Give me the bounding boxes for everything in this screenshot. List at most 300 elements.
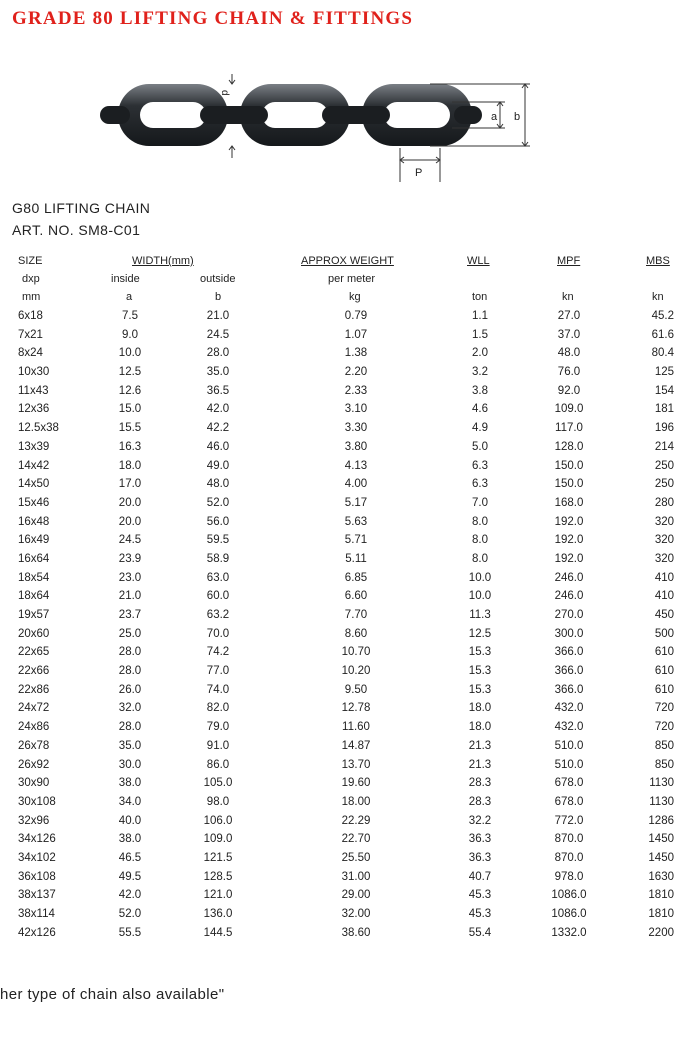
cell-outside: 91.0 — [206, 739, 230, 752]
cell-inside: 32.0 — [118, 702, 142, 715]
cell-weight: 29.00 — [341, 889, 371, 902]
cell-mpf: 76.0 — [557, 366, 581, 379]
cell-mpf: 366.0 — [554, 646, 584, 659]
table-row — [0, 308, 700, 327]
cell-weight: 1.07 — [344, 328, 368, 341]
cell-outside: 121.5 — [203, 851, 233, 864]
cell-outside: 48.0 — [206, 478, 230, 491]
cell-mpf: 246.0 — [554, 571, 584, 584]
table-row — [0, 813, 700, 832]
cell-size: 19x57 — [18, 609, 50, 621]
cell-mpf: 678.0 — [554, 777, 584, 790]
table-row — [0, 626, 700, 645]
cell-wll: 21.3 — [468, 739, 492, 752]
cell-wll: 36.3 — [468, 851, 492, 864]
unit-inside: a — [126, 291, 133, 303]
cell-mbs: 410 — [654, 590, 674, 603]
cell-size: 16x48 — [18, 515, 50, 528]
cell-mpf: 128.0 — [554, 440, 584, 453]
table-row — [0, 570, 700, 589]
cell-weight: 4.00 — [344, 478, 368, 491]
cell-mpf: 270.0 — [554, 609, 584, 621]
cell-weight: 3.30 — [344, 422, 368, 435]
cell-weight: 3.80 — [344, 440, 368, 453]
header-wll: WLL — [467, 255, 490, 267]
cell-outside: 28.0 — [206, 347, 230, 360]
cell-wll: 32.2 — [468, 814, 492, 827]
cell-inside: 17.0 — [118, 478, 142, 491]
unit-mpf: kn — [562, 291, 574, 303]
cell-weight: 13.70 — [341, 758, 371, 771]
table-row — [0, 794, 700, 813]
cell-outside: 49.0 — [206, 459, 230, 472]
cell-inside: 26.0 — [118, 683, 142, 696]
cell-wll: 55.4 — [468, 926, 492, 939]
cell-inside: 28.0 — [118, 665, 142, 678]
cell-inside: 18.0 — [118, 459, 142, 472]
cell-mpf: 48.0 — [557, 347, 581, 360]
table-row — [0, 588, 700, 607]
cell-outside: 128.5 — [203, 870, 233, 883]
cell-size: 13x39 — [18, 440, 50, 453]
cell-weight: 5.63 — [344, 515, 368, 528]
footnote: her type of chain also available" — [0, 986, 225, 1003]
cell-size: 34x126 — [18, 833, 56, 846]
cell-mbs: 214 — [654, 440, 674, 453]
cell-inside: 9.0 — [122, 328, 138, 341]
subheader-outside: outside — [200, 273, 236, 285]
cell-wll: 6.3 — [472, 459, 488, 472]
cell-weight: 2.20 — [344, 366, 368, 379]
cell-mpf: 150.0 — [554, 459, 584, 472]
cell-inside: 42.0 — [118, 889, 142, 902]
table-row — [0, 775, 700, 794]
table-row — [0, 738, 700, 757]
cell-size: 38x137 — [18, 889, 56, 902]
cell-inside: 16.3 — [118, 440, 142, 453]
header-mbs: MBS — [646, 255, 670, 267]
cell-outside: 106.0 — [203, 814, 233, 827]
cell-inside: 38.0 — [118, 777, 142, 790]
table-row — [0, 458, 700, 477]
cell-mpf: 432.0 — [554, 721, 584, 734]
cell-mpf: 678.0 — [554, 795, 584, 808]
cell-inside: 12.6 — [118, 384, 142, 397]
table-row — [0, 476, 700, 495]
cell-wll: 1.1 — [472, 310, 488, 322]
cell-mbs: 250 — [654, 459, 674, 472]
cell-mpf: 510.0 — [554, 758, 584, 771]
cell-mpf: 192.0 — [554, 534, 584, 547]
cell-outside: 109.0 — [203, 833, 233, 846]
cell-outside: 46.0 — [206, 440, 230, 453]
table-row — [0, 663, 700, 682]
cell-mpf: 92.0 — [557, 384, 581, 397]
cell-mbs: 125 — [654, 366, 674, 379]
cell-mbs: 720 — [654, 702, 674, 715]
subheader-weight: per meter — [328, 273, 376, 285]
cell-weight: 19.60 — [341, 777, 371, 790]
section-subtitle: G80 LIFTING CHAIN — [12, 200, 151, 216]
cell-mbs: 450 — [654, 609, 674, 621]
cell-mbs: 320 — [654, 552, 674, 565]
table-header-row — [0, 255, 700, 273]
cell-mpf: 510.0 — [554, 739, 584, 752]
label-b: b — [514, 111, 521, 123]
cell-wll: 7.0 — [472, 496, 488, 509]
cell-wll: 15.3 — [468, 683, 492, 696]
table-row — [0, 327, 700, 346]
cell-weight: 11.60 — [342, 721, 370, 734]
table-row — [0, 850, 700, 869]
cell-weight: 4.13 — [344, 459, 368, 472]
cell-size: 32x96 — [18, 814, 50, 827]
table-row — [0, 401, 700, 420]
cell-wll: 1.5 — [472, 328, 488, 341]
cell-wll: 11.3 — [469, 609, 491, 621]
cell-inside: 23.7 — [118, 609, 142, 621]
table-row — [0, 757, 700, 776]
cell-weight: 25.50 — [341, 851, 371, 864]
cell-inside: 30.0 — [118, 758, 142, 771]
cell-inside: 52.0 — [118, 908, 142, 920]
cell-mpf: 432.0 — [554, 702, 584, 715]
cell-weight: 8.60 — [344, 627, 368, 640]
cell-outside: 144.5 — [203, 926, 233, 939]
cell-inside: 40.0 — [118, 814, 142, 827]
cell-size: 26x92 — [18, 758, 50, 771]
cell-outside: 42.2 — [206, 422, 230, 435]
cell-outside: 60.0 — [206, 590, 230, 603]
cell-size: 15x46 — [18, 496, 50, 509]
cell-mpf: 168.0 — [554, 496, 584, 509]
cell-size: 30x108 — [18, 795, 56, 808]
cell-mbs: 1130 — [649, 795, 674, 808]
cell-mbs: 320 — [654, 534, 674, 547]
cell-weight: 0.79 — [344, 310, 368, 322]
cell-inside: 46.5 — [118, 851, 142, 864]
cell-inside: 28.0 — [118, 721, 142, 734]
header-width: WIDTH(mm) — [132, 255, 194, 267]
header-weight: APPROX WEIGHT — [301, 255, 394, 267]
table-row — [0, 644, 700, 663]
cell-outside: 105.0 — [203, 777, 233, 790]
cell-mbs: 610 — [654, 665, 674, 678]
cell-inside: 25.0 — [118, 627, 142, 640]
cell-outside: 63.0 — [206, 571, 230, 584]
cell-size: 14x42 — [18, 459, 50, 472]
cell-mbs: 500 — [654, 627, 674, 640]
cell-wll: 4.6 — [472, 403, 488, 416]
table-row — [0, 439, 700, 458]
cell-size: 14x50 — [18, 478, 50, 491]
cell-mpf: 117.0 — [555, 422, 583, 435]
cell-wll: 8.0 — [472, 515, 488, 528]
cell-size: 20x60 — [18, 627, 50, 640]
table-row — [0, 551, 700, 570]
cell-wll: 45.3 — [468, 889, 492, 902]
cell-size: 24x72 — [18, 702, 50, 715]
cell-outside: 98.0 — [206, 795, 230, 808]
cell-wll: 3.2 — [472, 366, 488, 379]
cell-mpf: 109.0 — [554, 403, 584, 416]
cell-size: 12.5x38 — [18, 422, 59, 435]
cell-inside: 12.5 — [118, 366, 142, 379]
cell-size: 22x65 — [18, 646, 50, 659]
cell-outside: 74.0 — [206, 683, 230, 696]
cell-mpf: 1086.0 — [551, 908, 587, 920]
cell-weight: 38.60 — [341, 926, 371, 939]
cell-mpf: 1086.0 — [551, 889, 587, 902]
cell-weight: 6.60 — [344, 590, 368, 603]
cell-outside: 52.0 — [206, 496, 230, 509]
cell-mbs: 1286 — [648, 814, 674, 827]
cell-weight: 10.20 — [341, 665, 371, 678]
cell-mbs: 1450 — [648, 833, 674, 846]
cell-outside: 56.0 — [206, 515, 230, 528]
cell-mpf: 150.0 — [554, 478, 584, 491]
table-row — [0, 514, 700, 533]
cell-mbs: 850 — [654, 758, 674, 771]
unit-weight: kg — [349, 291, 361, 303]
cell-outside: 86.0 — [206, 758, 230, 771]
cell-wll: 28.3 — [468, 777, 492, 790]
cell-inside: 23.9 — [118, 552, 142, 565]
cell-size: 6x18 — [18, 310, 43, 322]
cell-wll: 12.5 — [468, 627, 492, 640]
cell-inside: 21.0 — [118, 590, 142, 603]
cell-inside: 20.0 — [118, 496, 142, 509]
cell-outside: 136.0 — [203, 908, 233, 920]
cell-size: 18x54 — [18, 571, 50, 584]
cell-size: 11x43 — [18, 384, 49, 397]
table-row — [0, 607, 700, 626]
cell-mpf: 37.0 — [557, 328, 581, 341]
table-row — [0, 887, 700, 906]
cell-mpf: 192.0 — [554, 552, 584, 565]
article-number: ART. NO. SM8-C01 — [12, 222, 141, 238]
subheader-size: dxp — [22, 273, 40, 285]
cell-outside: 21.0 — [206, 310, 230, 322]
cell-weight: 18.00 — [341, 795, 371, 808]
cell-inside: 34.0 — [118, 795, 142, 808]
cell-outside: 77.0 — [206, 665, 230, 678]
cell-size: 30x90 — [18, 777, 50, 790]
unit-outside: b — [215, 291, 222, 303]
cell-mbs: 280 — [654, 496, 674, 509]
cell-mbs: 1450 — [648, 851, 674, 864]
cell-mbs: 410 — [654, 571, 674, 584]
cell-mpf: 772.0 — [554, 814, 584, 827]
header-mpf: MPF — [557, 255, 581, 267]
cell-mpf: 870.0 — [554, 851, 584, 864]
cell-mbs: 1630 — [648, 870, 674, 883]
table-row — [0, 719, 700, 738]
unit-size: mm — [22, 291, 41, 303]
label-d: d — [219, 90, 230, 96]
cell-size: 24x86 — [18, 721, 50, 734]
cell-wll: 2.0 — [472, 347, 488, 360]
table-row — [0, 700, 700, 719]
cell-wll: 4.9 — [472, 422, 488, 435]
chain-spec-table — [0, 308, 700, 943]
cell-mbs: 610 — [654, 646, 674, 659]
cell-inside: 49.5 — [118, 870, 142, 883]
cell-wll: 8.0 — [472, 534, 488, 547]
cell-weight: 5.17 — [344, 496, 368, 509]
cell-weight: 1.38 — [344, 347, 368, 360]
cell-wll: 5.0 — [472, 440, 488, 453]
cell-wll: 21.3 — [468, 758, 492, 771]
cell-inside: 20.0 — [118, 515, 142, 528]
cell-outside: 58.9 — [206, 552, 230, 565]
cell-wll: 10.0 — [468, 571, 492, 584]
cell-weight: 5.11 — [345, 552, 367, 565]
cell-mbs: 61.6 — [651, 328, 674, 341]
cell-mpf: 1332.0 — [551, 926, 587, 939]
cell-wll: 6.3 — [472, 478, 488, 491]
cell-mbs: 2200 — [648, 926, 674, 939]
chain-diagram — [0, 70, 700, 200]
cell-inside: 28.0 — [118, 646, 142, 659]
cell-size: 34x102 — [18, 851, 56, 864]
cell-outside: 121.0 — [203, 889, 233, 902]
cell-wll: 3.8 — [472, 384, 488, 397]
cell-size: 8x24 — [18, 347, 43, 360]
cell-mbs: 154 — [654, 384, 674, 397]
cell-mpf: 870.0 — [554, 833, 584, 846]
cell-size: 26x78 — [18, 739, 50, 752]
table-row — [0, 364, 700, 383]
cell-weight: 2.33 — [344, 384, 368, 397]
page-title: GRADE 80 LIFTING CHAIN & FITTINGS — [12, 8, 414, 29]
cell-inside: 24.5 — [118, 534, 142, 547]
cell-size: 7x21 — [18, 328, 43, 341]
cell-size: 36x108 — [18, 870, 56, 883]
table-row — [0, 495, 700, 514]
cell-mpf: 978.0 — [554, 870, 584, 883]
table-unit-row — [0, 291, 700, 309]
cell-size: 10x30 — [18, 366, 50, 379]
cell-mbs: 1810 — [648, 908, 674, 920]
label-a: a — [491, 111, 498, 123]
cell-size: 18x64 — [18, 590, 50, 603]
cell-outside: 59.5 — [206, 534, 230, 547]
header-size: SIZE — [18, 255, 43, 267]
cell-wll: 18.0 — [468, 702, 492, 715]
cell-mpf: 27.0 — [557, 310, 581, 322]
cell-outside: 42.0 — [206, 403, 230, 416]
unit-mbs: kn — [652, 291, 664, 303]
cell-size: 16x49 — [18, 534, 50, 547]
cell-size: 42x126 — [18, 926, 56, 939]
cell-weight: 22.70 — [341, 833, 371, 846]
cell-mbs: 250 — [654, 478, 674, 491]
cell-inside: 55.5 — [118, 926, 142, 939]
cell-inside: 10.0 — [118, 347, 142, 360]
cell-mbs: 45.2 — [651, 310, 674, 322]
cell-wll: 8.0 — [472, 552, 488, 565]
cell-weight: 3.10 — [344, 403, 368, 416]
cell-inside: 7.5 — [122, 310, 138, 322]
cell-weight: 6.85 — [344, 571, 368, 584]
cell-wll: 10.0 — [468, 590, 492, 603]
cell-weight: 12.78 — [341, 702, 371, 715]
cell-size: 22x86 — [18, 683, 50, 696]
cell-inside: 15.5 — [118, 422, 142, 435]
cell-weight: 7.70 — [344, 609, 368, 621]
cell-outside: 79.0 — [206, 721, 230, 734]
cell-weight: 22.29 — [341, 814, 371, 827]
cell-size: 16x64 — [18, 552, 50, 565]
table-row — [0, 906, 700, 925]
cell-mbs: 1810 — [648, 889, 674, 902]
cell-mbs: 1130 — [649, 777, 674, 790]
cell-mpf: 246.0 — [554, 590, 584, 603]
cell-size: 38x114 — [18, 908, 55, 920]
table-row — [0, 345, 700, 364]
cell-weight: 5.71 — [344, 534, 368, 547]
cell-weight: 31.00 — [341, 870, 371, 883]
cell-mpf: 192.0 — [554, 515, 584, 528]
cell-wll: 18.0 — [468, 721, 492, 734]
cell-wll: 45.3 — [468, 908, 492, 920]
cell-inside: 38.0 — [118, 833, 142, 846]
chain-links — [100, 84, 482, 146]
cell-weight: 9.50 — [344, 683, 368, 696]
subheader-inside: inside — [111, 273, 140, 285]
cell-outside: 82.0 — [206, 702, 230, 715]
cell-mbs: 850 — [654, 739, 674, 752]
cell-outside: 36.5 — [206, 384, 230, 397]
table-row — [0, 383, 700, 402]
cell-wll: 15.3 — [468, 665, 492, 678]
cell-mpf: 366.0 — [554, 683, 584, 696]
cell-wll: 36.3 — [468, 833, 492, 846]
cell-outside: 74.2 — [206, 646, 230, 659]
cell-size: 22x66 — [18, 665, 50, 678]
table-row — [0, 869, 700, 888]
table-row — [0, 925, 700, 944]
cell-outside: 70.0 — [206, 627, 230, 640]
unit-wll: ton — [472, 291, 488, 303]
cell-weight: 10.70 — [341, 646, 371, 659]
cell-mbs: 80.4 — [651, 347, 674, 360]
cell-outside: 35.0 — [206, 366, 230, 379]
cell-weight: 14.87 — [341, 739, 371, 752]
cell-size: 12x36 — [18, 403, 50, 416]
cell-mbs: 610 — [654, 683, 674, 696]
label-p: P — [415, 167, 423, 179]
cell-wll: 28.3 — [468, 795, 492, 808]
cell-outside: 24.5 — [206, 328, 230, 341]
cell-mpf: 300.0 — [554, 627, 584, 640]
cell-mbs: 196 — [654, 422, 674, 435]
cell-mpf: 366.0 — [554, 665, 584, 678]
table-row — [0, 532, 700, 551]
cell-weight: 32.00 — [341, 908, 371, 920]
table-row — [0, 831, 700, 850]
cell-mbs: 320 — [654, 515, 674, 528]
table-row — [0, 682, 700, 701]
cell-inside: 35.0 — [118, 739, 142, 752]
cell-wll: 40.7 — [468, 870, 492, 883]
cell-wll: 15.3 — [468, 646, 492, 659]
cell-mbs: 181 — [654, 403, 674, 416]
cell-inside: 15.0 — [118, 403, 142, 416]
table-row — [0, 420, 700, 439]
cell-mbs: 720 — [654, 721, 674, 734]
